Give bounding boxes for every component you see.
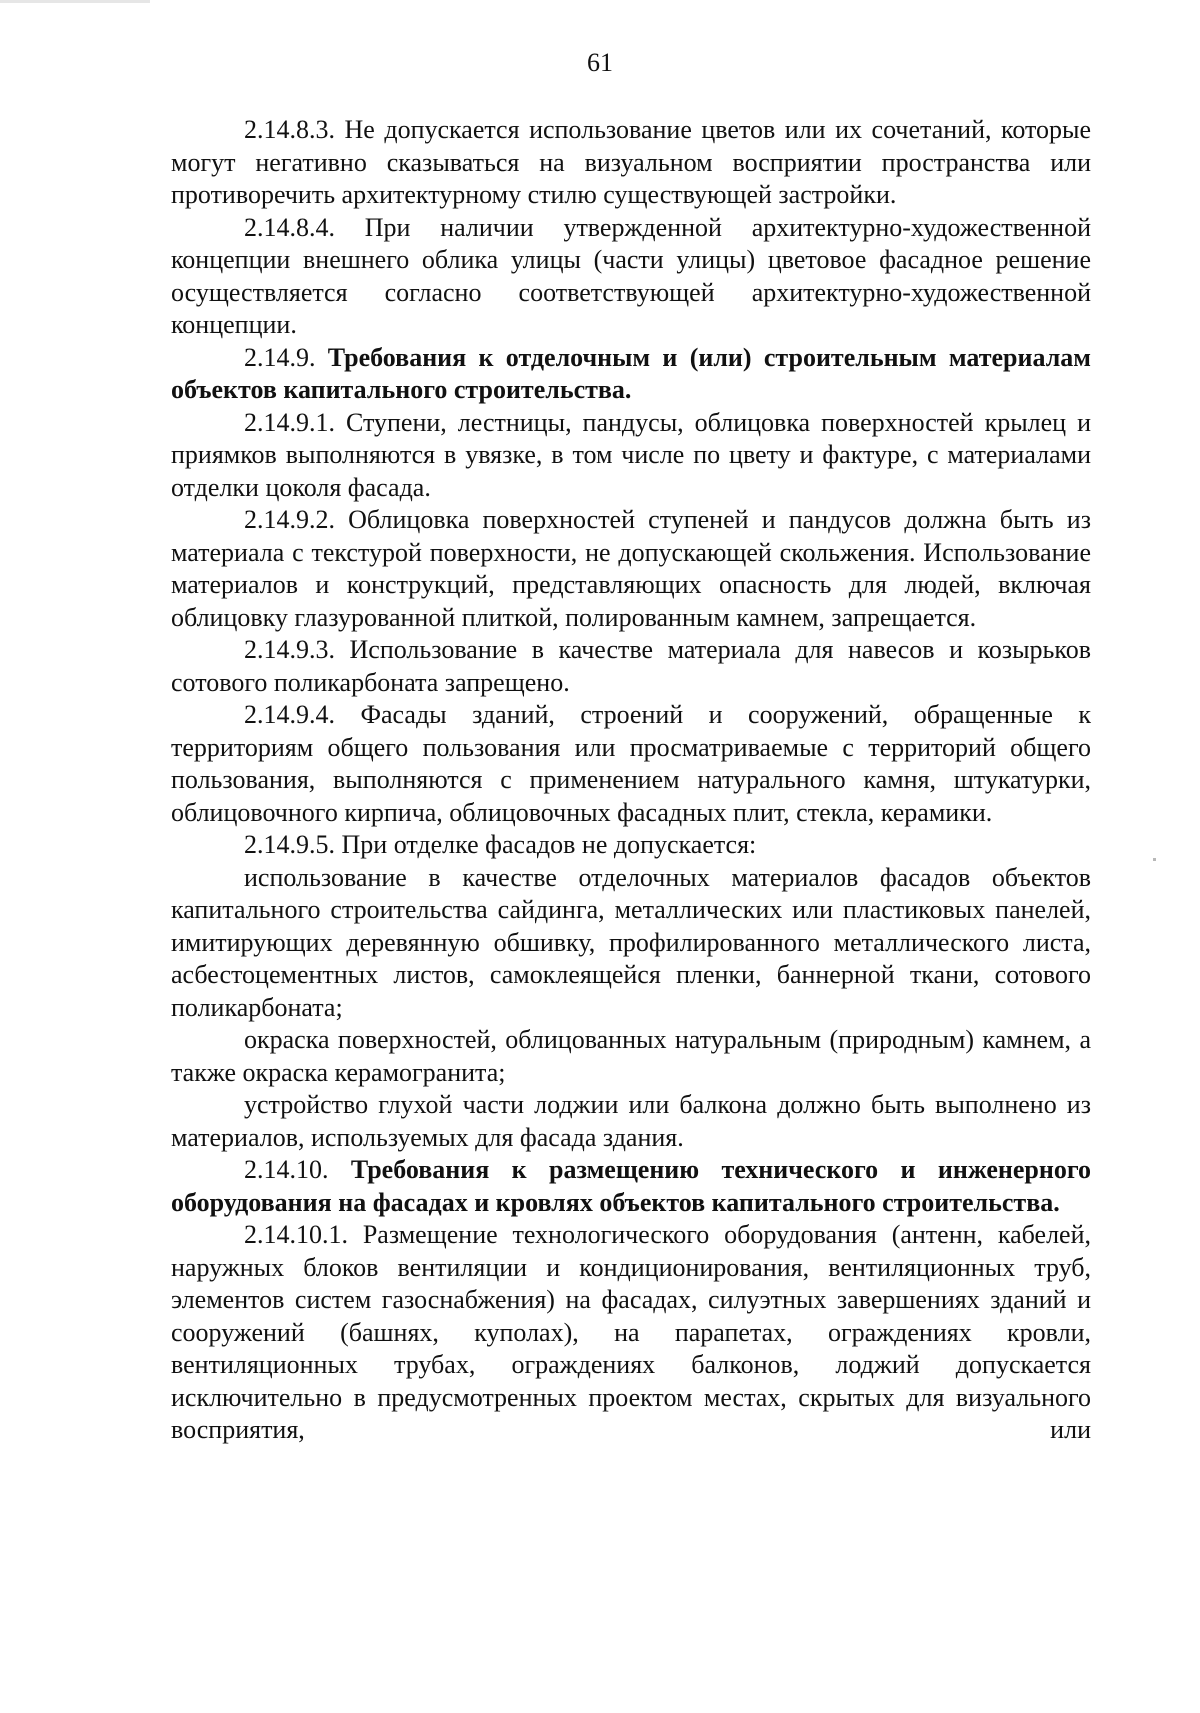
paragraph-number: 2.14.9.1. [244,407,335,437]
paragraph-2-14-9-1 [171,407,1091,505]
paragraph-text: Ступени, лестницы, пандусы, облицовка поверхностей крылец и приямков выполняются в увязке, в том числе по цвету и фактуре, с материалами отделки цоколя фасада. [171,407,1092,502]
paragraph-text: устройство глухой части лоджии или балкона должно быть выполнено из материалов, используемых для фасада здания. [171,1090,1091,1152]
paragraph-2-14-9-5 [171,829,1091,862]
paragraph-number: 2.14.9.2. [244,505,335,534]
paragraph-text: Использование в качестве материала для навесов и козырьков сотового поликарбоната запрещено. [171,635,1092,697]
list-item-siding [171,862,1091,1025]
scan-mark [1153,858,1156,861]
paragraph-number: 2.14.9.4. [244,700,335,729]
paragraph-2-14-8-4 [171,212,1091,342]
page-number: 61 [587,48,613,77]
section-heading-2-14-9 [171,342,1091,407]
paragraph-text: При отделке фасадов не допускается: [341,830,757,859]
paragraph-2-14-10-1 [171,1219,1091,1447]
list-item-painting [171,1024,1091,1089]
paragraph-text: окраска поверхностей, облицованных натуральным (природным) камнем, а также окраска керамогранита; [171,1025,1091,1087]
paragraph-number: 2.14.9.3. [244,635,335,664]
paragraph-text: Фасады зданий, строений и сооружений, обращенные к территориям общего пользования или просматриваемые с территорий общего пользования, выполняются с применением натурального камня, штукатурки, облицовочного кирпича, облицовочных фасадных плит, стекла, керамики. [171,700,1092,827]
paragraph-number: 2.14.9.5. [244,830,335,859]
paragraph-2-14-9-4 [171,699,1091,829]
paragraph-text: Облицовка поверхностей ступеней и пандусов должна быть из материала с текстурой поверхности, не допускающей скольжения. Использование материалов и конструкций, представляющих опасность для людей, включая облицовку глазурованной плиткой, полированным камнем, запрещается. [171,505,1091,632]
section-heading-2-14-10 [171,1154,1091,1219]
paragraph-text: использование в качестве отделочных материалов фасадов объектов капитального строительства сайдинга, металлических или пластиковых панелей, имитирующих деревянную обшивку, профилированного металлического листа, асбестоцементных листов, самоклеящейся пленки, баннерной ткани, сотового поликарбоната; [171,862,1091,1022]
section-heading: Требования к отделочным и (или) строительным материалам объектов капитального строительства. [171,342,1091,404]
section-number: 2.14.9. [244,342,316,372]
paragraph-text: При наличии утвержденной архитектурно-художественной концепции внешнего облика улицы (части улицы) цветовое фасадное решение осуществляется согласно соответствующей архитектурно-художественной концепции. [171,212,1092,339]
paragraph-number: 2.14.8.3. [244,115,335,144]
paragraph-text: Размещение технологического оборудования (антенн, кабелей, наружных блоков вентиляции и кондиционирования, вентиляционных труб, элементов систем газоснабжения) на фасадах, силуэтных завершениях зданий и сооружений (башнях, куполах), на парапетах, ограждениях кровли, вентиляционных трубах, ограждениях балконов, лоджий допускается исключительно в предусмотренных проектом местах, скрытых для визуального восприятия, или [171,1220,1091,1444]
section-number: 2.14.10. [244,1155,329,1184]
paragraph-2-14-9-3 [171,634,1091,699]
paragraph-number: 2.14.10.1. [244,1220,348,1249]
scan-mark [0,0,150,3]
list-item-loggia [171,1089,1091,1154]
paragraph-2-14-9-2 [171,504,1091,634]
paragraph-2-14-8-3 [171,114,1091,212]
document-body [171,114,1091,1447]
section-heading: Требования к размещению технического и инженерного оборудования на фасадах и кровлях объектов капитального строительства. [171,1155,1091,1217]
paragraph-number: 2.14.8.4. [244,212,335,242]
paragraph-text: Не допускается использование цветов или их сочетаний, которые могут негативно сказываться на визуальном восприятии пространства или противоречить архитектурному стилю существующей застройки. [171,115,1092,209]
